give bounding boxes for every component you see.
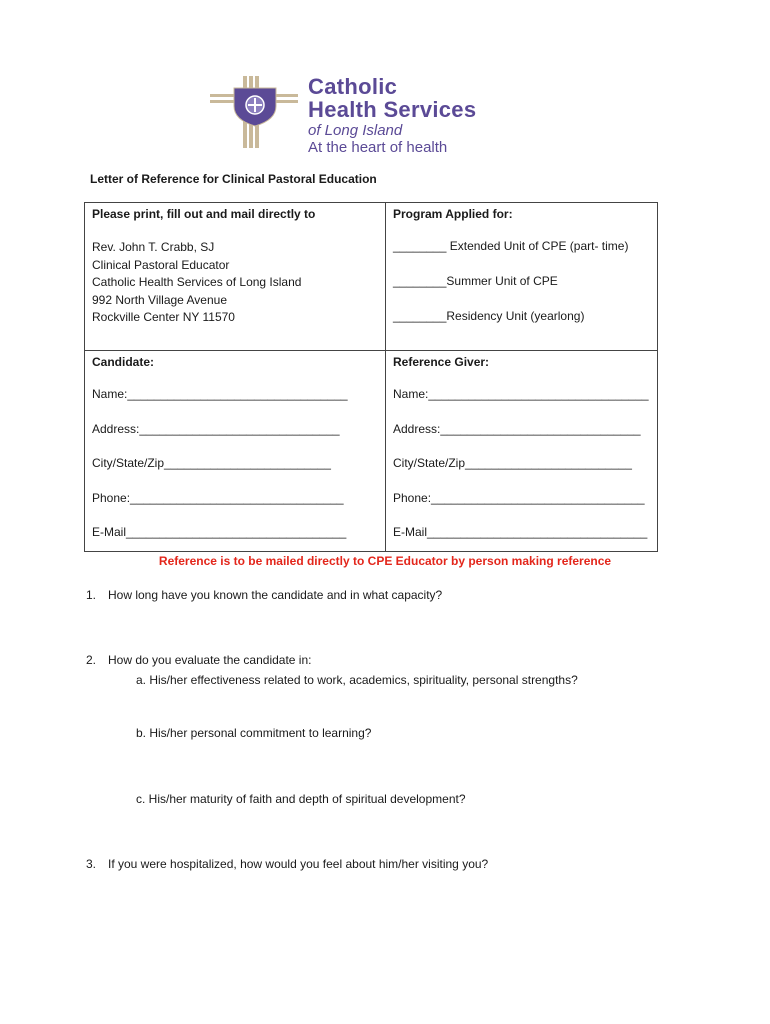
question-text: How do you evaluate the candidate in:: [108, 653, 312, 667]
mail-address: [92, 239, 379, 327]
mail-to-header: Please print, fill out and mail directly to: [92, 207, 316, 221]
program-cell: [386, 203, 658, 351]
question-2b: b. His/her personal commitment to learning?: [136, 726, 372, 740]
address-line: Catholic Health Services of Long Island: [92, 275, 302, 289]
logo-line-2: Health Services: [308, 97, 477, 122]
question-2a: a. His/her effectiveness related to work, academics, spirituality, personal strengths?: [136, 673, 578, 687]
giver-city-field[interactable]: City/State/Zip_________________________: [393, 456, 632, 470]
candidate-address-field[interactable]: Address:______________________________: [92, 421, 340, 436]
address-line: Clinical Pastoral Educator: [92, 257, 230, 272]
giver-email-field[interactable]: E-Mail_________________________________: [393, 525, 648, 539]
question-3: [86, 857, 488, 871]
reference-giver-header: Reference Giver:: [393, 355, 490, 369]
question-2c: c. His/her maturity of faith and depth of spiritual development?: [136, 792, 466, 806]
question-number: 3.: [86, 857, 97, 871]
reference-giver-cell: [386, 351, 658, 552]
question-text: How long have you known the candidate and in what capacity?: [108, 588, 443, 602]
mail-to-cell: [85, 203, 386, 351]
address-line: Rev. John T. Crabb, SJ: [92, 240, 215, 254]
document-title: Letter of Reference for Clinical Pastoral Education: [90, 172, 377, 186]
candidate-city-field[interactable]: City/State/Zip_________________________: [92, 456, 331, 470]
reference-form-table: [84, 202, 658, 552]
giver-name-field[interactable]: Name:_________________________________: [393, 387, 649, 401]
question-text: If you were hospitalized, how would you feel about him/her visiting you?: [108, 857, 489, 871]
question-1: [86, 588, 442, 602]
program-header: Program Applied for:: [393, 207, 513, 221]
giver-phone-field[interactable]: Phone:________________________________: [393, 490, 645, 505]
question-number: 1.: [86, 588, 97, 602]
chs-logo: [208, 72, 568, 156]
candidate-phone-field[interactable]: Phone:________________________________: [92, 490, 344, 505]
candidate-cell: [85, 351, 386, 552]
address-line: Rockville Center NY 11570: [92, 310, 235, 324]
candidate-email-field[interactable]: E-Mail_________________________________: [92, 525, 347, 539]
program-option-residency[interactable]: ________Residency Unit (yearlong): [393, 309, 585, 323]
mailing-notice: Reference is to be mailed directly to CPE Educator by person making reference: [158, 554, 612, 568]
question-number: 2.: [86, 653, 97, 667]
program-option-extended[interactable]: ________ Extended Unit of CPE (part- time): [393, 239, 629, 253]
question-2: [86, 653, 311, 667]
candidate-name-field[interactable]: Name:_________________________________: [92, 387, 348, 401]
logo-line-1: Catholic: [308, 74, 398, 99]
program-option-summer[interactable]: ________Summer Unit of CPE: [393, 274, 558, 288]
logo-tagline: At the heart of health: [308, 139, 448, 156]
giver-address-field[interactable]: Address:______________________________: [393, 421, 641, 436]
candidate-header: Candidate:: [92, 355, 155, 369]
logo-line-3: of Long Island: [308, 122, 403, 139]
address-line: 992 North Village Avenue: [92, 292, 227, 307]
cross-emblem-icon: [208, 72, 308, 150]
